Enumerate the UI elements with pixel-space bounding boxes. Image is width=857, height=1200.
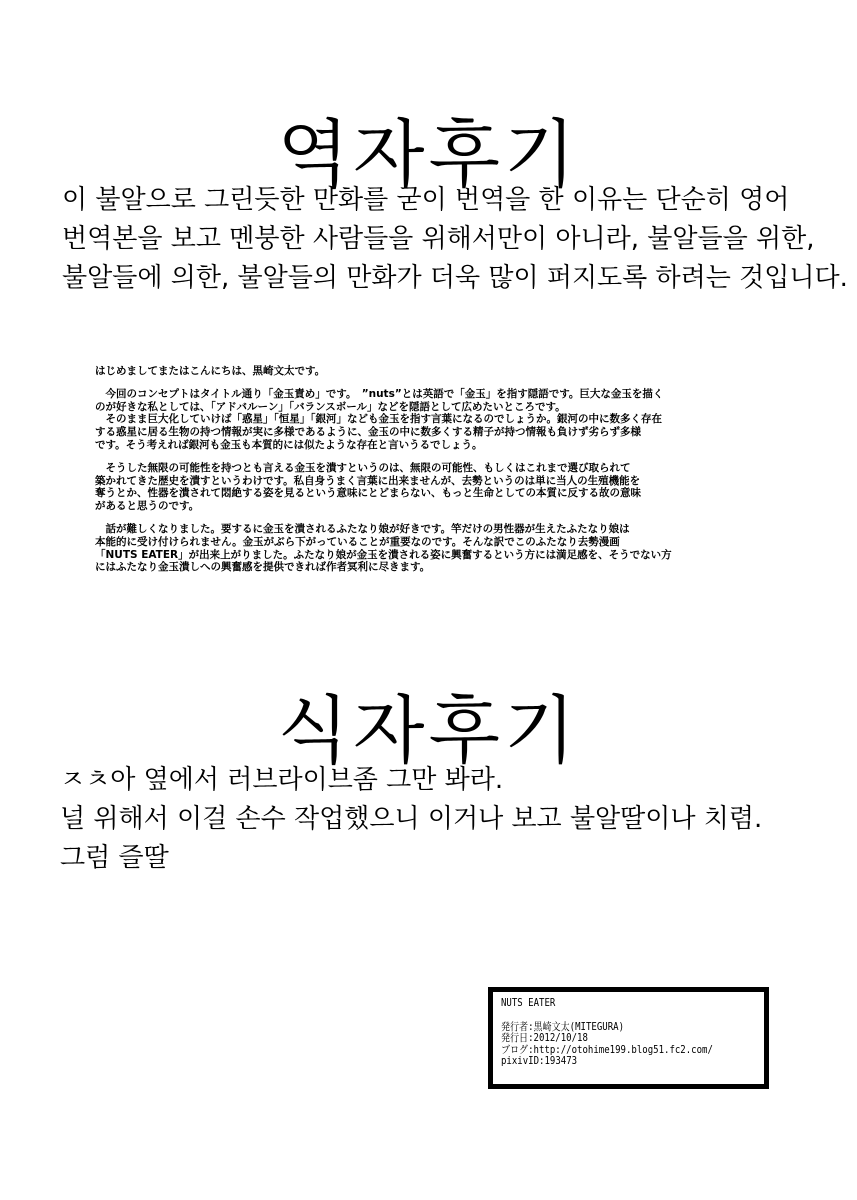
author-line: 本能的に受け付けられません。金玉がぶら下がっていることが重要なのです。そんな訳でこのふたなり去勢漫画 [95,535,620,548]
translator-afterword-title: 역자후기 [277,111,580,198]
author-line: 奪うとか、性器を潰されて悶絶する姿を見るという意味にとどまらない、もっと生命としての本質に反する故の意味 [95,487,641,500]
author-line: そのまま巨大化していけば「惑星」「恒星」「銀河」なども金玉を指す言葉になるのでしょうか。銀河の中に数多く存在 [95,413,662,426]
author-line: はじめましてまたはこんにちは、黒崎文太です。 [95,365,326,377]
author-line: 築かれてきた歴史を潰すというわけです。私自身うまく言葉に出来ませんが、去勢というのは単に当人の生殖機能を [95,474,641,487]
author-line: 今回のコンセプトはタイトル通り「金玉責め」です。 ”nuts”とは英語で「金玉」を指す隠語です。巨大な金玉を描く [95,387,664,400]
author-line: 話が難しくなりました。要するに金玉を潰されるふたなり娘が好きです。竿だけの男性器が生えたふたなり娘は [95,522,630,535]
author-line: そうした無限の可能性を持つとも言える金玉を潰すというのは、無限の可能性、もしくはこれまで選び取られて [95,461,631,474]
typesetter-afterword-title: 식자후기 [277,687,580,774]
colophon-pixiv: pixivID:193473 [501,1055,578,1067]
author-line: です。そう考えれば銀河も金玉も本質的には似たような存在と言いうるでしょう。 [95,438,483,451]
author-afterword-text [95,365,795,574]
colophon-blog: ブログ:http://otohime199.blog51.fc2.com/ [501,1043,713,1056]
author-line: にはふたなり金玉潰しへの興奮感を提供できれば作者冥利に尽きます。 [95,561,431,574]
translator-line: 이 불알으로 그린듯한 만화를 굳이 번역을 한 이유는 단순히 영어 [62,185,790,215]
author-line: のが好きな私としては、「アドバルーン」「バランスボール」などを隠語として広めたいところです。 [95,400,566,413]
translator-line: 불알들에 의한, 불알들의 만화가 더욱 많이 퍼지도록 하려는 것입니다. [62,263,848,293]
author-line: 「NUTS EATER」が出来上がりました。ふたなり娘が金玉を潰される姿に興奮するという方には満足感を、そうでない方 [95,548,672,561]
typesetter-line: ㅈㅊ아 옆에서 러브라이브좀 그만 봐라. [60,765,504,795]
typesetter-afterword-text [60,761,762,878]
colophon-box [488,987,769,1089]
typesetter-line: 그럼 즐딸 [60,843,169,873]
translator-line: 번역본을 보고 멘붕한 사람들을 위해서만이 아니라, 불알들을 위한, [62,224,815,254]
author-line: する惑星に居る生物の持つ情報が実に多様であるように、金玉の中に数多くする精子が持つ情報も負けず劣らず多様 [95,426,641,439]
typesetter-line: 널 위해서 이걸 손수 작업했으니 이거나 보고 불알딸이나 치렴. [60,804,763,834]
colophon-title: NUTS EATER [501,997,556,1009]
colophon-date: 発行日:2012/10/18 [501,1032,588,1044]
translator-afterword-text [62,181,848,298]
colophon-publisher: 発行者:黒崎文太(MITEGURA) [501,1020,625,1033]
author-line: があると思うのです。 [95,500,200,513]
